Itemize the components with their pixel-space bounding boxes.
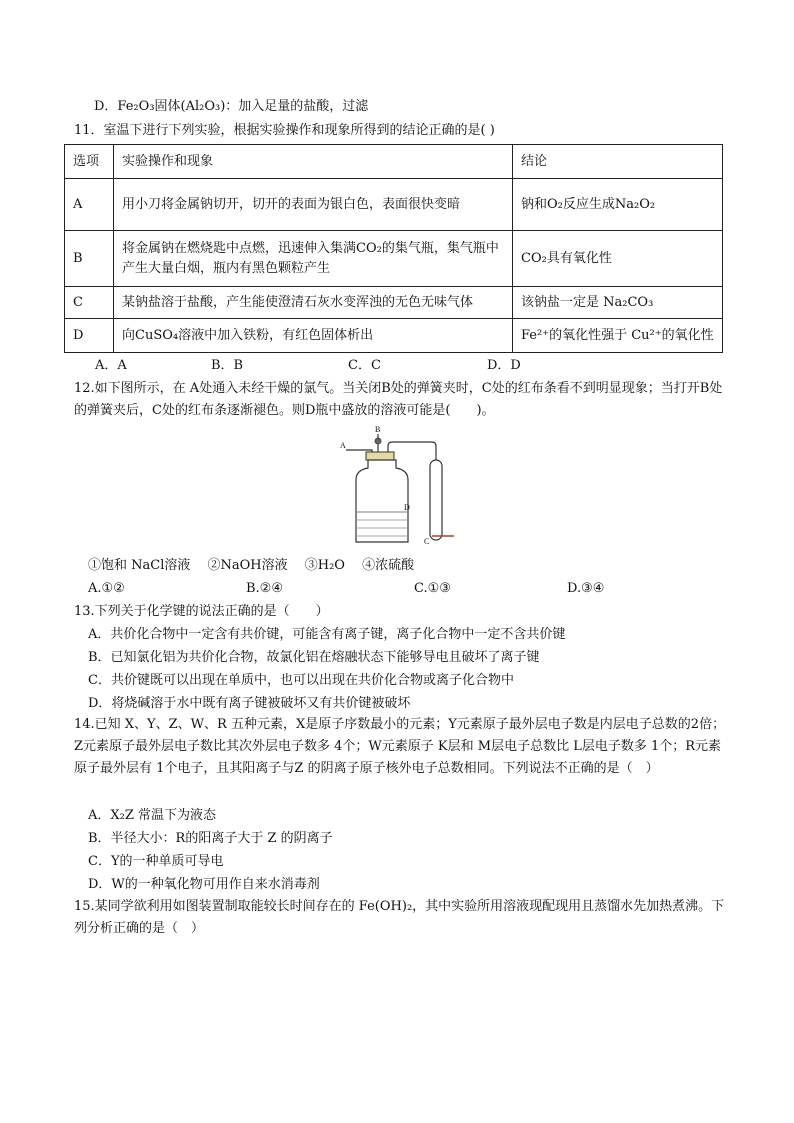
q11-choice-b: B．B [211, 358, 244, 373]
row-conclusion: CO₂具有氧化性 [513, 231, 723, 287]
q14-option-a: A．X₂Z 常温下为液态 [88, 808, 217, 823]
q12-choice-a: A.①② [88, 581, 125, 596]
header-option: 选项 [65, 145, 114, 179]
table-row [65, 231, 723, 287]
row-option: A [65, 179, 114, 231]
q12-choice-c: C.①③ [414, 581, 451, 596]
q15-stem: 15.某同学欲利用如图装置制取能较长时间存在的 Fe(OH)₂，其中实验所用溶液现配现用且蒸馏水先加热煮沸。下列分析正确的是（ ） [74, 899, 725, 936]
q12-choice-d: D.③④ [567, 581, 605, 596]
table-row [65, 287, 723, 319]
q13-stem: 13.下列关于化学键的说法正确的是（ ） [74, 604, 329, 619]
row-conclusion: 钠和O₂反应生成Na₂O₂ [513, 179, 723, 231]
fig-label-d: D [404, 503, 410, 512]
q10-option-d: D．Fe₂O₃固体(Al₂O₃)：加入足量的盐酸，过滤 [94, 99, 369, 114]
q13-option-a: A．共价化合物中一定含有共价键，可能含有离子键，离子化合物中一定不含共价键 [88, 627, 566, 642]
header-conclusion: 结论 [513, 145, 723, 179]
bottle-stopper [366, 452, 394, 460]
row-option: C [65, 287, 114, 319]
table-row [65, 319, 723, 353]
fig-label-a: A [340, 441, 346, 450]
q14-option-b: B．半径大小：R的阳离子大于 Z 的阴离子 [88, 831, 333, 846]
row-operation: 向CuSO₄溶液中加入铁粉，有红色固体析出 [114, 319, 513, 353]
row-conclusion: Fe²⁺的氧化性强于 Cu²⁺的氧化性 [513, 319, 723, 353]
clamp-b [375, 438, 381, 444]
q11-stem: 11．室温下进行下列实验，根据实验操作和现象所得到的结论正确的是( ) [74, 123, 495, 138]
q14-option-d: D．W的一种氧化物可用作自来水消毒剂 [88, 877, 320, 892]
q12-choice-b: B.②④ [246, 581, 283, 596]
q13-option-c: C．共价键既可以出现在单质中，也可以出现在共价化合物或离子化合物中 [88, 673, 514, 688]
q13-option-b: B．已知氯化铝为共价化合物，故氯化铝在熔融状态下能够导电且破坏了离子键 [88, 650, 540, 665]
fig-label-b: B [375, 425, 381, 434]
row-option: B [65, 231, 114, 287]
row-conclusion: 该钠盐一定是 Na₂CO₃ [513, 287, 723, 319]
header-operation: 实验操作和现象 [114, 145, 513, 179]
q11-table [64, 144, 723, 353]
fig-label-c: C [424, 537, 430, 546]
q11-choice-c: C．C [348, 358, 381, 373]
row-option: D [65, 319, 114, 353]
table-header-row [65, 145, 723, 179]
q12-stem: 12.如下图所示，在 A处通入未经干燥的氯气。当关闭B处的弹簧夹时，C处的红布条看不到明显现象；当打开B处的弹簧夹后，C处的红布条逐渐褪色。则D瓶中盛放的溶液可能是( )。 [74, 381, 723, 418]
gas-bottle-apparatus-figure [338, 424, 456, 546]
q11-choice-d: D．D [487, 358, 521, 373]
q14-stem: 14.已知 X、Y、Z、W、R 五种元素，X是原子序数最小的元素；Y元素原子最外层电子数是内层电子总数的2倍；Z元素原子最外层电子数比其次外层电子数多 4个；W元素原子 K层和 M层电子总数比 L层电子数多 1个；R元素原子最外层有 1个电子，且其阳离子与Z 的阴离子原子核外电子总数相同。下列说法不正确的是（ ） [74, 717, 726, 776]
test-tube-c [430, 460, 442, 540]
row-operation: 将金属钠在燃烧匙中点燃，迅速伸入集满CO₂的集气瓶，集气瓶中产生大量白烟，瓶内有黑色颗粒产生 [114, 231, 513, 287]
table-row [65, 179, 723, 231]
q14-option-c: C．Y的一种单质可导电 [88, 854, 224, 869]
q13-option-d: D．将烧碱溶于水中既有离子键被破坏又有共价键被破坏 [88, 696, 411, 711]
bottle-d [356, 460, 408, 542]
q12-solutions: ①饱和 NaCl溶液 ②NaOH溶液 ③H₂O ④浓硫酸 [88, 558, 415, 573]
row-operation: 用小刀将金属钠切开，切开的表面为银白色，表面很快变暗 [114, 179, 513, 231]
q11-choice-a: A．A [95, 358, 127, 373]
row-operation: 某钠盐溶于盐酸，产生能使澄清石灰水变浑浊的无色无味气体 [114, 287, 513, 319]
